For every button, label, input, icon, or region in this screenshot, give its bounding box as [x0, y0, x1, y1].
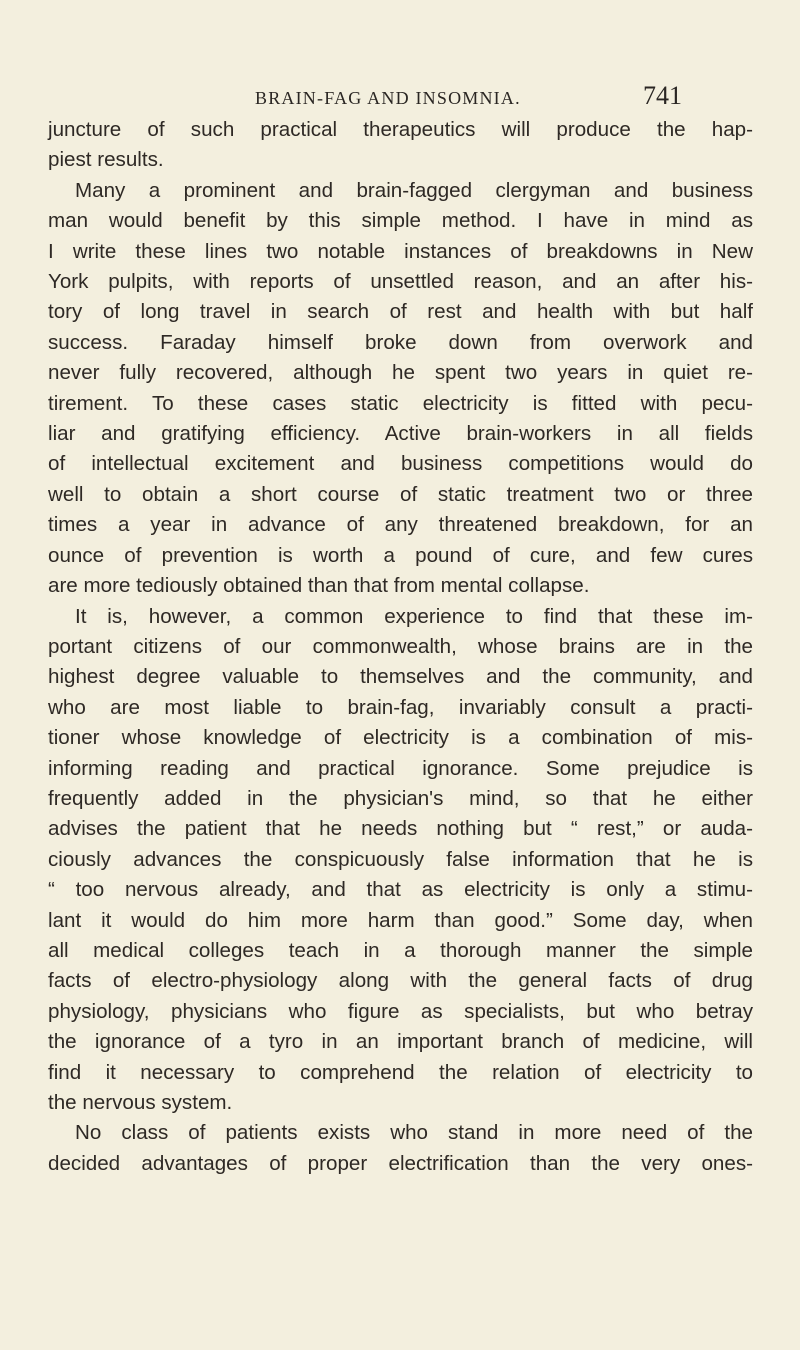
text-line: tory of long travel in search of rest and health with but half: [48, 300, 753, 324]
text-line: Many a prominent and brain-fagged clergyman and business: [75, 178, 753, 202]
text-line: who are most liable to brain-fag, invariably consult a practi-: [48, 695, 753, 719]
running-head-title: BRAIN-FAG AND INSOMNIA.: [255, 88, 521, 108]
text-line: “ too nervous already, and that as electricity is only a stimu-: [48, 878, 753, 902]
text-line: never fully recovered, although he spent two years in quiet re-: [48, 361, 753, 385]
text-line: facts of electro-physiology along with the general facts of drug: [48, 969, 753, 993]
text-line: informing reading and practical ignorance. Some prejudice is: [48, 756, 753, 780]
text-line: the ignorance of a tyro in an important branch of medicine, will: [48, 1030, 753, 1054]
text-line: tirement. To these cases static electricity is fitted with pecu-: [48, 391, 753, 415]
text-line: I write these lines two notable instances of breakdowns in New: [48, 239, 753, 263]
text-line: highest degree valuable to themselves and the community, and: [48, 665, 753, 689]
text-line: lant it would do him more harm than good.” Some day, when: [48, 908, 753, 932]
text-line: of intellectual excitement and business competitions would do: [48, 452, 753, 476]
text-line: tioner whose knowledge of electricity is a combination of mis-: [48, 726, 753, 750]
text-line: physiology, physicians who figure as specialists, but who betray: [48, 999, 753, 1023]
text-line: frequently added in the physician's mind, so that he either: [48, 786, 753, 810]
text-line: success. Faraday himself broke down from overwork and: [48, 330, 753, 354]
text-line: are more tediously obtained than that from mental collapse.: [48, 574, 590, 598]
text-line: well to obtain a short course of static treatment two or three: [48, 482, 753, 506]
text-line: the nervous system.: [48, 1091, 233, 1114]
text-line: liar and gratifying efficiency. Active brain-workers in all fields: [48, 422, 753, 446]
text-line: man would benefit by this simple method. I have in mind as: [48, 209, 753, 233]
text-line: York pulpits, with reports of unsettled reason, and an after his-: [48, 270, 753, 294]
running-head: [0, 76, 800, 116]
text-line: It is, however, a common experience to find that these im-: [75, 604, 753, 628]
text-line: all medical colleges teach in a thorough manner the simple: [48, 938, 753, 962]
text-line: decided advantages of proper electrification than the very ones-: [48, 1151, 753, 1175]
page-number: 741: [643, 81, 682, 110]
text-line: piest results.: [48, 148, 164, 172]
text-line: advises the patient that he needs nothing but “ rest,” or auda-: [48, 817, 753, 841]
body-text: [48, 115, 753, 1179]
text-line: No class of patients exists who stand in more need of the: [75, 1121, 753, 1145]
text-line: juncture of such practical therapeutics will produce the hap-: [48, 118, 753, 141]
text-line: portant citizens of our commonwealth, whose brains are in the: [48, 634, 753, 658]
text-line: ounce of prevention is worth a pound of cure, and few cures: [48, 543, 753, 567]
text-line: find it necessary to comprehend the relation of electricity to: [48, 1060, 753, 1084]
text-line: ciously advances the conspicuously false information that he is: [48, 847, 753, 871]
text-line: times a year in advance of any threatened breakdown, for an: [48, 513, 753, 537]
